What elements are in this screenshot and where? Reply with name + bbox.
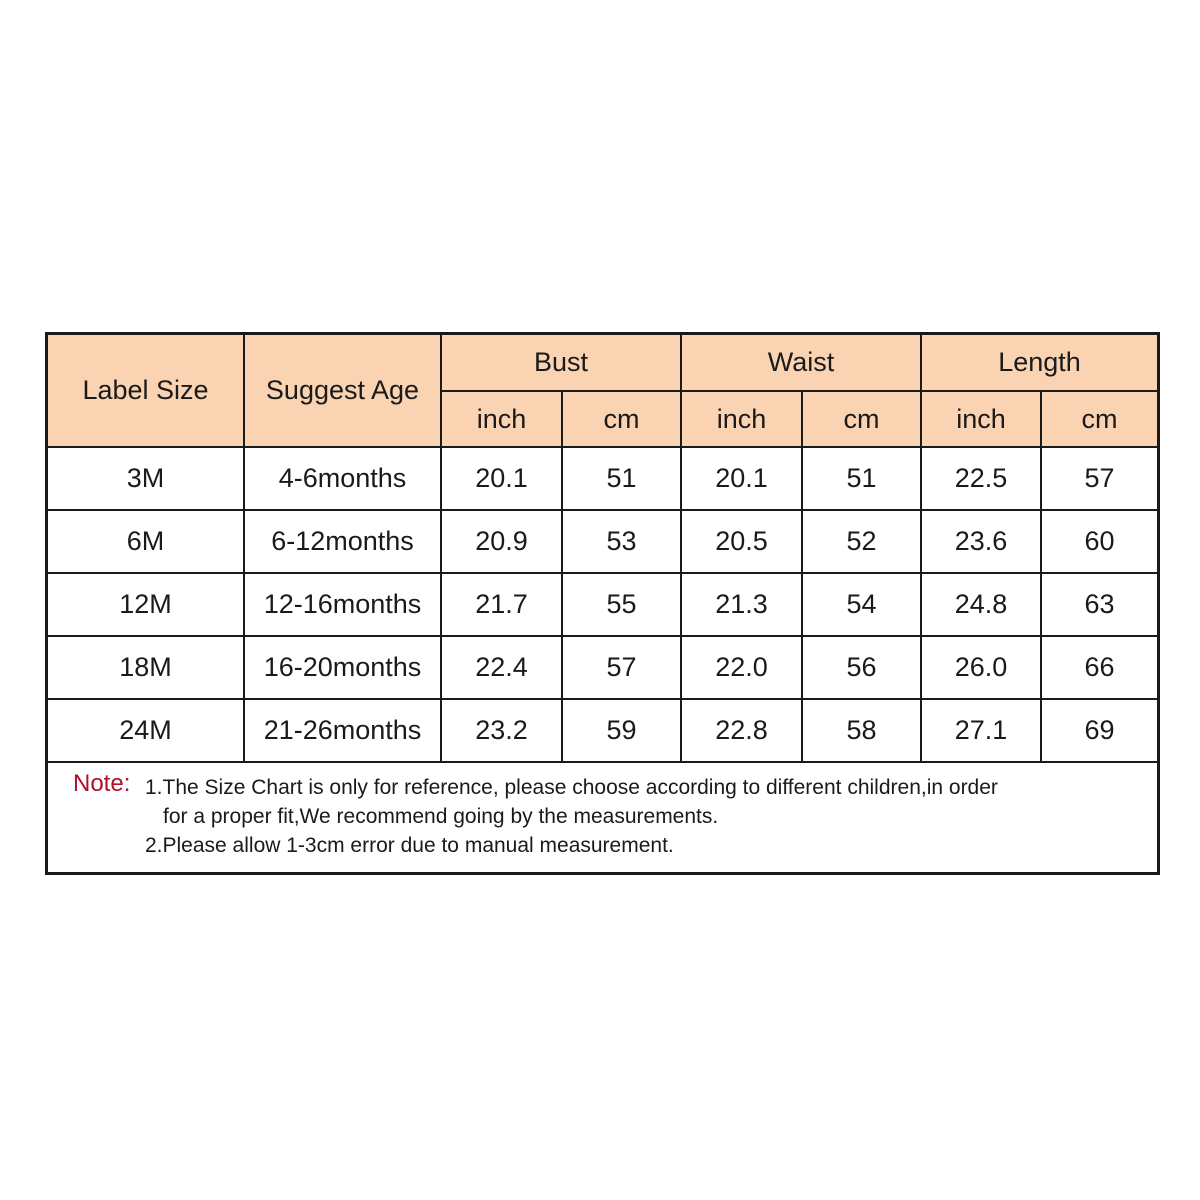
note-line-2: 2.Please allow 1-3cm error due to manual measurement.: [145, 834, 674, 857]
value-cell: 23.2: [441, 699, 562, 762]
value-cell: 51: [802, 447, 921, 510]
header-unit: inch: [441, 391, 562, 447]
note-line-1-continued: for a proper fit,We recommend going by the measurements.: [163, 805, 719, 828]
value-cell: 59: [562, 699, 681, 762]
value-cell: 21.3: [681, 573, 802, 636]
note-label: Note:: [73, 770, 131, 797]
header-bust: Bust: [441, 335, 681, 391]
size-chart: [45, 332, 1160, 875]
table-row: [48, 573, 1157, 636]
header-unit: inch: [681, 391, 802, 447]
value-cell: 55: [562, 573, 681, 636]
header-length: Length: [921, 335, 1157, 391]
value-cell: 51: [562, 447, 681, 510]
value-cell: 20.1: [681, 447, 802, 510]
value-cell: 23.6: [921, 510, 1041, 573]
header-unit: inch: [921, 391, 1041, 447]
value-cell: 60: [1041, 510, 1157, 573]
value-cell: 22.8: [681, 699, 802, 762]
value-cell: 24.8: [921, 573, 1041, 636]
value-cell: 69: [1041, 699, 1157, 762]
label-size-cell: 3M: [48, 447, 244, 510]
value-cell: 56: [802, 636, 921, 699]
header-unit: cm: [1041, 391, 1157, 447]
value-cell: 54: [802, 573, 921, 636]
value-cell: 63: [1041, 573, 1157, 636]
value-cell: 20.9: [441, 510, 562, 573]
value-cell: 26.0: [921, 636, 1041, 699]
header-unit: cm: [562, 391, 681, 447]
age-cell: 21-26months: [244, 699, 441, 762]
value-cell: 53: [562, 510, 681, 573]
size-table: [48, 335, 1157, 763]
label-size-cell: 24M: [48, 699, 244, 762]
age-cell: 16-20months: [244, 636, 441, 699]
value-cell: 66: [1041, 636, 1157, 699]
label-size-cell: 6M: [48, 510, 244, 573]
value-cell: 21.7: [441, 573, 562, 636]
value-cell: 20.1: [441, 447, 562, 510]
value-cell: 22.4: [441, 636, 562, 699]
header-suggest-age: Suggest Age: [244, 335, 441, 447]
value-cell: 22.0: [681, 636, 802, 699]
header-label-size: Label Size: [48, 335, 244, 447]
value-cell: 58: [802, 699, 921, 762]
age-cell: 12-16months: [244, 573, 441, 636]
header-waist: Waist: [681, 335, 921, 391]
value-cell: 27.1: [921, 699, 1041, 762]
note-line-1: 1.The Size Chart is only for reference, please choose according to different children,in order: [145, 776, 998, 799]
value-cell: 52: [802, 510, 921, 573]
table-row: [48, 636, 1157, 699]
table-row: [48, 510, 1157, 573]
value-cell: 20.5: [681, 510, 802, 573]
table-row: [48, 447, 1157, 510]
value-cell: 57: [1041, 447, 1157, 510]
header-unit: cm: [802, 391, 921, 447]
age-cell: 4-6months: [244, 447, 441, 510]
label-size-cell: 12M: [48, 573, 244, 636]
label-size-cell: 18M: [48, 636, 244, 699]
value-cell: 57: [562, 636, 681, 699]
age-cell: 6-12months: [244, 510, 441, 573]
value-cell: 22.5: [921, 447, 1041, 510]
table-row: [48, 699, 1157, 762]
